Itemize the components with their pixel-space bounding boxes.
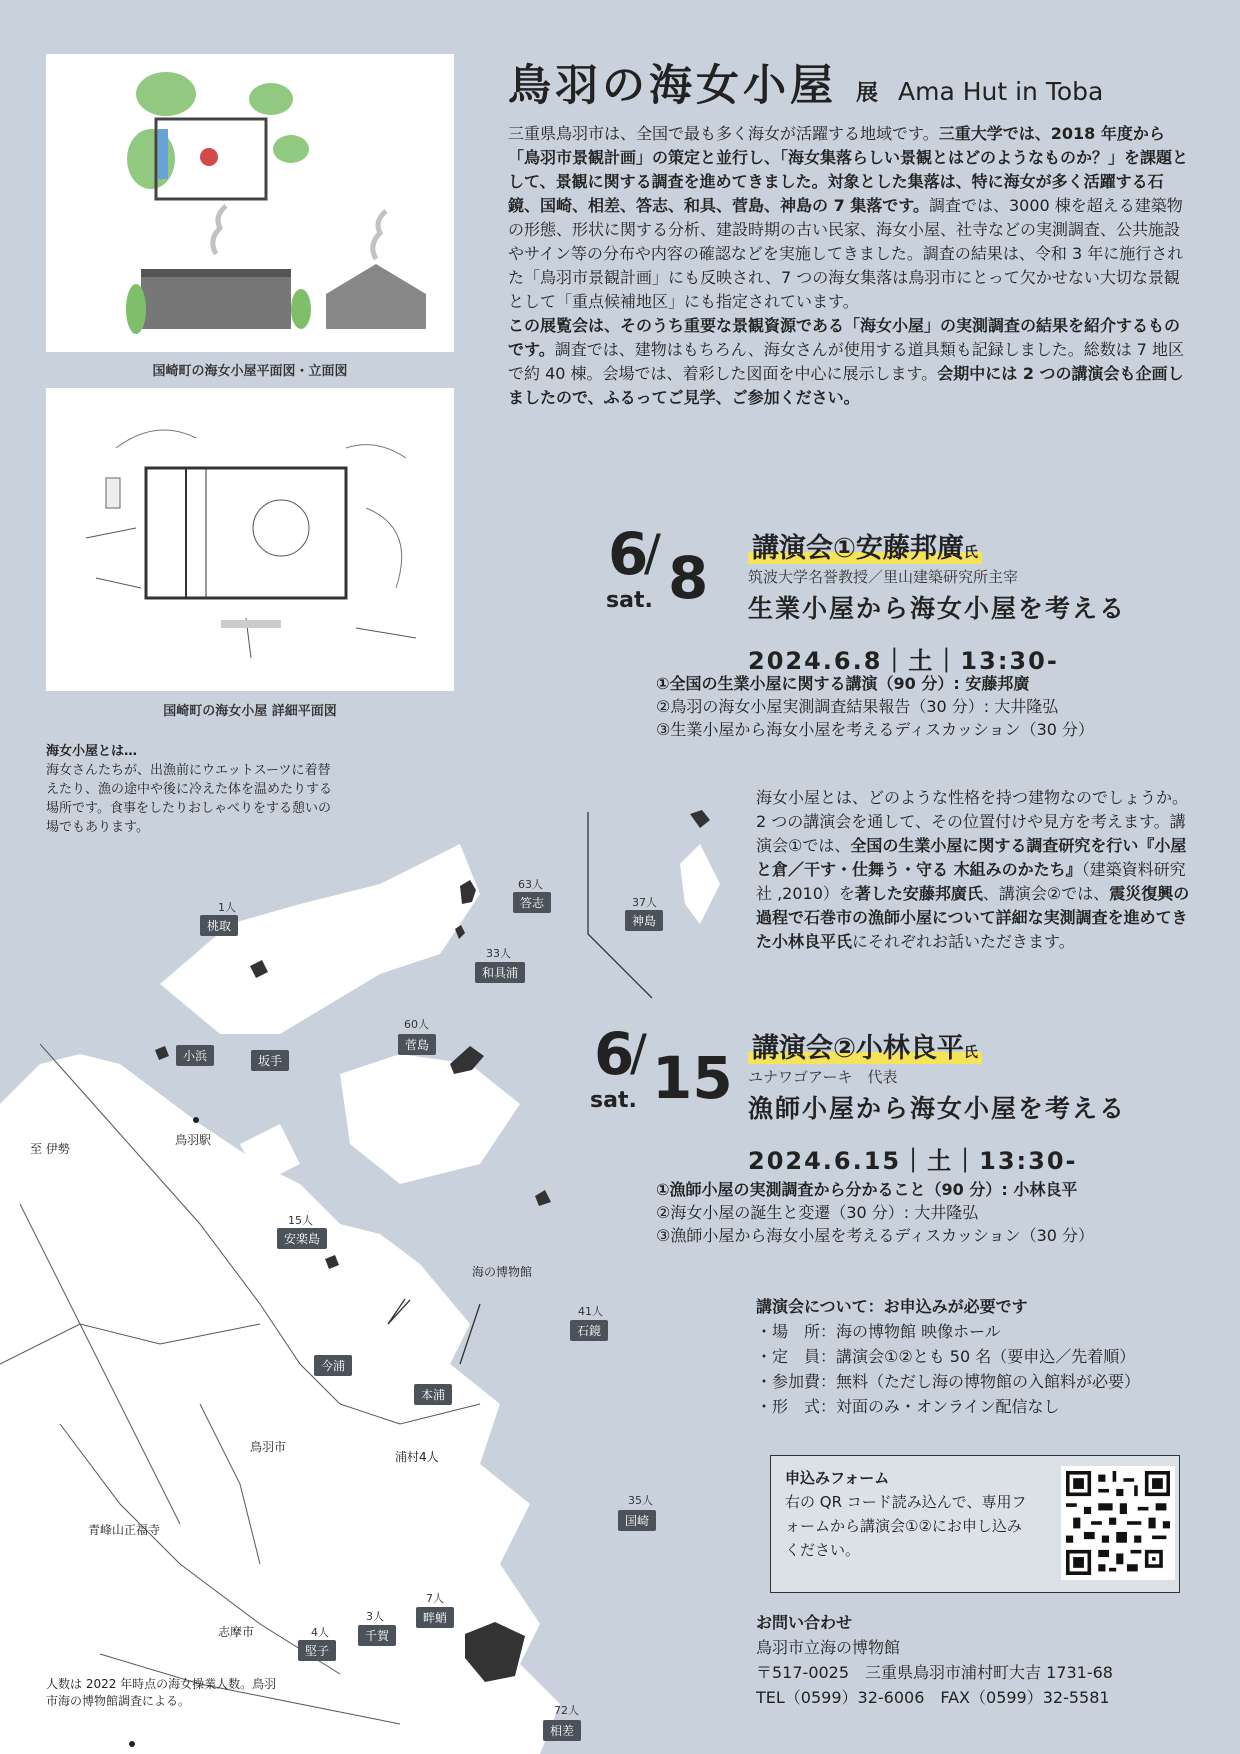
- momotori-label: 桃取: [200, 915, 238, 936]
- momotori-count: 1人: [218, 901, 236, 914]
- ijika-label: 石鏡: [570, 1320, 608, 1341]
- lecture1-program-item: ①全国の生業小屋に関する講演（90 分）: 安藤邦廣: [656, 674, 1030, 693]
- lecture1-month: 6: [608, 520, 649, 588]
- form-text: [785, 1466, 1035, 1562]
- qr-code-icon: [1066, 1471, 1170, 1575]
- about-t5: 、講演会②では、: [982, 884, 1110, 903]
- map-land: [0, 844, 720, 1754]
- sugashima-count: 60人: [404, 1018, 429, 1031]
- lecture2-dow: sat.: [590, 1088, 637, 1113]
- lecture-info-item: ・形 式：対面のみ・オンライン配信なし: [756, 1397, 1060, 1416]
- lecture1-program: [656, 672, 1196, 741]
- intro-p1a: 三重県鳥羽市は、全国で最も多く海女が活躍する地域です。: [508, 124, 939, 143]
- lecture2-program-item: ①漁師小屋の実測調査から分かること（90 分）: 小林良平: [656, 1180, 1078, 1199]
- intro-text: [508, 122, 1188, 410]
- chiga-label: 千賀: [358, 1625, 396, 1646]
- lecture2-title: 漁師小屋から海女小屋を考える: [748, 1094, 1127, 1123]
- intro-p1b: 三重大学では、2018 年度から「鳥羽市景観計画」の策定と並行し、「海女集落らしい景観とはどのようなものか？」を課題として、景観に関する調査を進めてきました。対象とした集落は、特に海女が多く活躍する石鏡、国崎、相差、答志、和具、菅島、神島の 7 集落です。: [508, 124, 1189, 215]
- lecture1-role: 筑波大学名誉教授／里山建築研究所主宰: [748, 568, 1019, 586]
- about-t4: 著した安藤邦廣氏: [854, 884, 983, 903]
- lecture1-details: [748, 526, 1188, 676]
- anrakujima-label: 安楽島: [277, 1228, 327, 1249]
- lecture2-month: 6: [594, 1020, 635, 1088]
- lecture1-speaker: 講演会①安藤邦廣: [752, 533, 964, 564]
- lecture-info-item: ・参加費：無料（ただし海の博物館の入館料が必要）: [756, 1372, 1141, 1391]
- ama-hut-note-heading: 海女小屋とは…: [46, 744, 138, 759]
- about-t1: 海女小屋とは、どのような性格を持つ建物なのでしょうか。2 つの講演会を通して、その位置付けや見方を考えます。講演会①では、: [756, 788, 1189, 855]
- contact-phone: TEL（0599）32-6006 FAX（0599）32-5581: [756, 1688, 1110, 1707]
- intro-p2c: 会期中には 2 つの講演会も企画しましたので、ふるってご見学、ご参加ください。: [508, 364, 1184, 407]
- lecture-info: [756, 1294, 1196, 1419]
- lecture2-program-item: ②海女小屋の誕生と変遷（30 分）: 大井隆弘: [656, 1203, 979, 1222]
- lecture2-day: 15: [652, 1044, 733, 1112]
- figure-detail-plan: [46, 388, 454, 691]
- aomine-label: 青峰山正福寺: [88, 1523, 161, 1537]
- lecture1-program-item: ③生業小屋から海女小屋を考えるディスカッション（30 分）: [656, 720, 1095, 739]
- lecture2-heading: [748, 1026, 1188, 1064]
- intro-p2a: この展覧会は、そのうち重要な景観資源である「海女小屋」の実測調査の結果を紹介するものです。: [508, 316, 1181, 359]
- lecture2-details: [748, 1026, 1188, 1176]
- about-t3: （建築資料研究社 ,2010）を: [756, 860, 1186, 903]
- map-note: 人数は 2022 年時点の海女操業人数。鳥羽市海の博物館調査による。: [46, 1677, 277, 1708]
- toushi-count: 63人: [518, 878, 543, 891]
- lecture2-honorific: 氏: [963, 1045, 978, 1061]
- intro-p1c: 調査では、3000 棟を超える建築物の形態、形状に関する分析、建設時期の古い民家、海女小屋、社寺などの実測調査、公共施設やサイン等の分布や内容の確認などを実施してきました。調査の結果は、令和 3 年に施行された「鳥羽市景観計画」にも反映され、7 つの海女集落は鳥羽市にとって欠かせない大切な景観として「重点候補地区」にも指定されています。: [508, 196, 1184, 311]
- qr-code[interactable]: [1061, 1466, 1175, 1580]
- lecture2-datetime: 2024.6.15｜土｜13:30-: [748, 1147, 1078, 1175]
- lecture2-speaker: 講演会②小林良平: [752, 1033, 964, 1064]
- wagu-count: 33人: [486, 947, 511, 960]
- title-main: 鳥羽の海女小屋: [508, 61, 837, 111]
- lecture2-head-text: [748, 1033, 982, 1064]
- intro-paragraph-2: [508, 314, 1188, 410]
- contact-org: 鳥羽市立海の博物館: [756, 1638, 901, 1657]
- lecture2-program-item: ③漁師小屋から海女小屋を考えるディスカッション（30 分）: [656, 1226, 1095, 1245]
- plan-elevation-drawing: [46, 54, 454, 352]
- title-suffix: 展: [855, 81, 879, 106]
- title-english: Ama Hut in Toba: [897, 77, 1104, 106]
- lecture-info-item: ・場 所：海の博物館 映像ホール: [756, 1322, 1001, 1341]
- obama-label: 小浜: [176, 1045, 214, 1066]
- museum-label: 海の博物館: [472, 1265, 533, 1279]
- sakate-label: 坂手: [251, 1050, 289, 1071]
- about-t2: 全国の生業小屋に関する調査研究を行い『小屋と倉／干す・仕舞う・守る 木組みのかたち』: [756, 836, 1187, 879]
- application-form-box: [770, 1455, 1180, 1593]
- kamishima-count: 37人: [632, 896, 657, 909]
- lecture1-program-item: ②鳥羽の海女小屋実測調査結果報告（30 分）: 大井隆弘: [656, 697, 1059, 716]
- toba-city-label: 鳥羽市: [250, 1440, 287, 1454]
- lecture1-dow: sat.: [606, 588, 653, 613]
- contact-address: 〒517-0025 三重県鳥羽市浦村町大吉 1731-68: [756, 1663, 1113, 1682]
- kamishima-label: 神島: [625, 910, 663, 931]
- figure2-caption: 国崎町の海女小屋 詳細平面図: [163, 704, 337, 719]
- intro-p2b: 調査では、建物はもちろん、海女さんが使用する道具類も記録しました。総数は 7 地区で約 40 棟。会場では、着彩した図面を中心に展示します。: [508, 340, 1185, 383]
- kasako-label: 堅子: [298, 1640, 336, 1661]
- form-heading: 申込みフォーム: [785, 1469, 890, 1487]
- about-t7: にそれぞれお話いただきます。: [852, 932, 1075, 951]
- osatsu-label: 相差: [543, 1720, 581, 1741]
- lecture1-heading: [748, 526, 1188, 564]
- lecture1-head-text: [748, 533, 982, 564]
- chiga-count: 3人: [366, 1610, 384, 1623]
- date-slash-2: /: [630, 1024, 647, 1082]
- kuzaki-count: 35人: [628, 1494, 653, 1507]
- to-ise-label: 至 伊勢: [30, 1142, 70, 1156]
- intro-paragraph-1: [508, 122, 1188, 314]
- about-t6: 震災復興の過程で石巻市の漁師小屋について詳細な実測調査を進めてきた小林良平氏: [756, 884, 1190, 951]
- kasako-count: 4人: [311, 1626, 329, 1639]
- station-dot: [193, 1117, 199, 1123]
- temple-dot: [129, 1741, 135, 1747]
- lecture1-title: 生業小屋から海女小屋を考える: [748, 594, 1127, 623]
- hamae-label: 畔蛸: [416, 1607, 454, 1628]
- figure1-caption: 国崎町の海女小屋平面図・立面図: [152, 364, 348, 379]
- ama-hut-note-body: 海女さんたちが、出漁前にウエットスーツに着替えたり、漁の途中や後に冷えた体を温めたりする場所です。食事をしたりおしゃべりをする憩いの場でもあります。: [46, 763, 333, 835]
- hamae-count: 7人: [426, 1592, 444, 1605]
- lecture-info-item: ・定 員：講演会①②とも 50 名（要申込／先着順）: [756, 1347, 1136, 1366]
- kuzaki-label: 国崎: [618, 1510, 656, 1531]
- wagu-label: 和具浦: [475, 962, 525, 983]
- lecture2-role: ユナワゴアーキ 代表: [748, 1068, 898, 1086]
- lecture1-day: 8: [668, 544, 709, 612]
- anrakujima-count: 15人: [288, 1214, 313, 1227]
- lecture-info-heading: 講演会について：お申込みが必要です: [756, 1297, 1028, 1316]
- page-title: [508, 52, 1103, 113]
- ijika-count: 41人: [578, 1305, 603, 1318]
- sugashima-label: 菅島: [398, 1034, 436, 1055]
- contact-block: [756, 1610, 1196, 1710]
- lecture1-datetime: 2024.6.8｜土｜13:30-: [748, 647, 1059, 675]
- form-body: 右の QR コード読み込んで、専用フォームから講演会①②にお申し込みください。: [785, 1493, 1027, 1559]
- uramura-label: 浦村4人: [395, 1450, 439, 1464]
- motoura-label: 本浦: [414, 1384, 452, 1405]
- imaura-label: 今浦: [314, 1355, 352, 1376]
- detail-plan-drawing: [46, 388, 454, 691]
- toushi-label: 答志: [513, 892, 551, 913]
- osatsu-count: 72人: [554, 1704, 579, 1717]
- figure-plan-elevation: [46, 54, 454, 352]
- contact-heading: お問い合わせ: [756, 1613, 853, 1632]
- shima-city-label: 志摩市: [218, 1625, 255, 1639]
- date-slash-1: /: [644, 524, 661, 582]
- toba-station-label: 鳥羽駅: [175, 1133, 212, 1147]
- lecture1-honorific: 氏: [963, 545, 978, 561]
- about-lectures-text: [756, 786, 1190, 954]
